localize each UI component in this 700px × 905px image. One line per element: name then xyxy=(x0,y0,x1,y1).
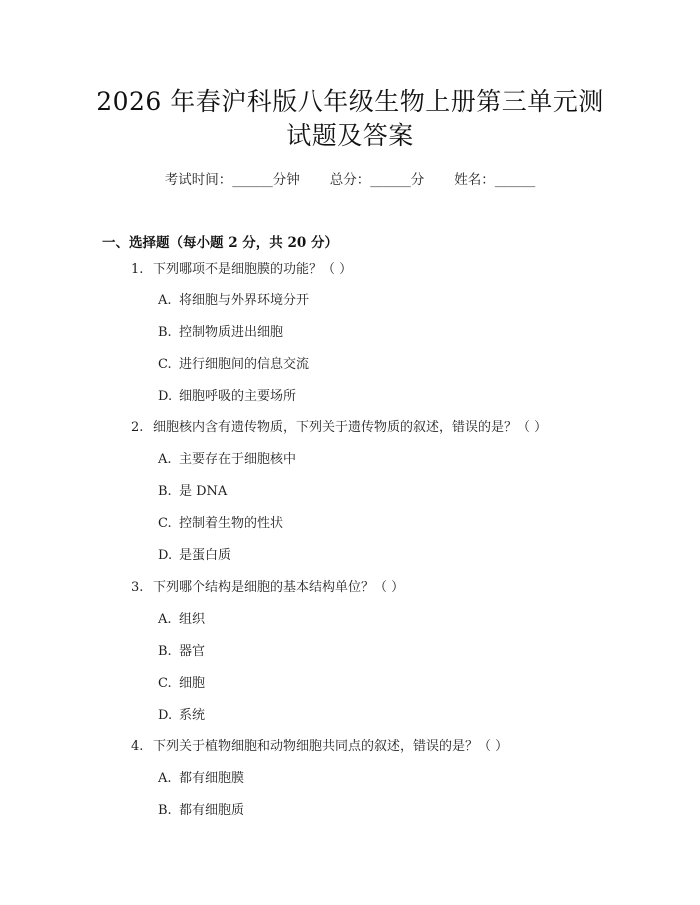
question-3-option-d xyxy=(158,707,205,725)
question-2 xyxy=(131,419,547,437)
option-label: A. xyxy=(158,452,172,467)
option-label: A. xyxy=(158,612,172,627)
option-label: C. xyxy=(158,516,172,531)
exam-meta xyxy=(0,168,700,188)
option-label: B. xyxy=(158,803,172,818)
question-3-option-c xyxy=(158,675,205,693)
question-number: 1. xyxy=(131,262,144,277)
question-4-option-b xyxy=(158,802,244,820)
option-text: 都有细胞质 xyxy=(179,803,245,818)
option-text: 细胞呼吸的主要场所 xyxy=(179,389,297,404)
question-number: 3. xyxy=(131,580,144,595)
question-2-option-c xyxy=(158,515,283,533)
question-2-option-d xyxy=(158,547,231,565)
option-label: B. xyxy=(158,644,172,659)
option-text: 是蛋白质 xyxy=(179,548,232,563)
option-text: 主要存在于细胞核中 xyxy=(179,452,297,467)
question-text: 下列哪个结构是细胞的基本结构单位？（ ） xyxy=(153,580,405,595)
question-1-option-a xyxy=(158,292,309,310)
option-label: D. xyxy=(158,548,173,563)
option-text: 系统 xyxy=(179,708,206,723)
option-label: D. xyxy=(158,389,173,404)
question-text: 下列哪项不是细胞膜的功能？（ ） xyxy=(153,262,353,277)
option-text: 是 DNA xyxy=(179,484,228,499)
question-text: 细胞核内含有遗传物质，下列关于遗传物质的叙述，错误的是？（ ） xyxy=(153,420,548,435)
question-1-option-d xyxy=(158,388,296,406)
option-text: 器官 xyxy=(179,644,206,659)
option-text: 都有细胞膜 xyxy=(179,771,245,786)
option-label: A. xyxy=(158,293,172,308)
exam-time-field: 考试时间：______分钟 xyxy=(164,172,300,188)
question-number: 2. xyxy=(131,420,144,435)
total-score-field: 总分：______分 xyxy=(329,172,425,188)
question-number: 4. xyxy=(131,739,144,754)
option-label: C. xyxy=(158,676,172,691)
option-label: B. xyxy=(158,484,172,499)
exam-title-line-2: 试题及答案 xyxy=(286,121,414,150)
exam-title-line-1: 2026 年春沪科版八年级生物上册第三单元测 xyxy=(96,87,604,116)
option-label: A. xyxy=(158,771,172,786)
option-text: 将细胞与外界环境分开 xyxy=(179,293,310,308)
question-3 xyxy=(131,579,404,597)
question-3-option-b xyxy=(158,643,205,661)
question-1-option-b xyxy=(158,324,283,342)
option-text: 细胞 xyxy=(179,676,206,691)
question-1 xyxy=(131,261,352,279)
option-label: D. xyxy=(158,708,173,723)
question-4-option-a xyxy=(158,770,244,788)
question-text: 下列关于植物细胞和动物细胞共同点的叙述，错误的是？（ ） xyxy=(153,739,509,754)
option-label: B. xyxy=(158,325,172,340)
option-text: 控制着生物的性状 xyxy=(179,516,284,531)
question-3-option-a xyxy=(158,611,205,629)
question-1-option-c xyxy=(158,356,309,374)
option-text: 进行细胞间的信息交流 xyxy=(179,357,310,372)
question-2-option-b xyxy=(158,483,227,501)
student-name-field: 姓名：______ xyxy=(454,172,536,188)
option-text: 控制物质进出细胞 xyxy=(179,325,284,340)
option-label: C. xyxy=(158,357,172,372)
question-4 xyxy=(131,738,508,756)
question-2-option-a xyxy=(158,451,296,469)
section-heading: 一、选择题（每小题 2 分，共 20 分） xyxy=(102,235,338,251)
option-text: 组织 xyxy=(179,612,206,627)
